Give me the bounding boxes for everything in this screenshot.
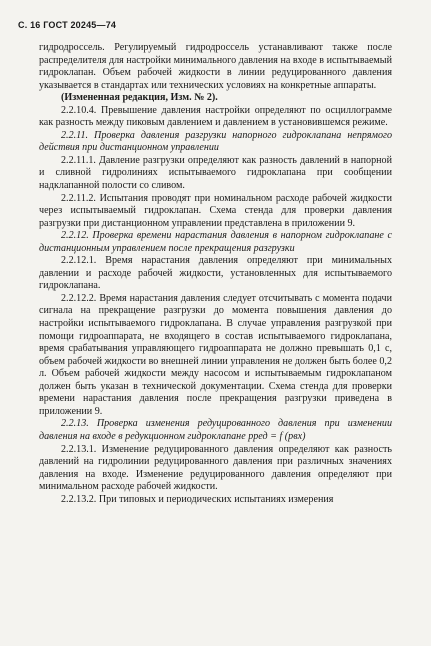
paragraph-1: гидродроссель. Регулируемый гидродроссель устанавливают также после распределителя для настройки минимального давления на входе в испытываемый гидроклапан. Объем рабочей жидкости в линии редуцированного давления указывается в стандартах или технических условиях на конкретные аппараты.	[39, 42, 392, 91]
document-body	[39, 42, 392, 506]
clause-2-2-10-4: 2.2.10.4. Превышение давления настройки определяют по осциллограмме как разность между пиковым давлением и давлением в установившемся режиме.	[39, 104, 392, 129]
clause-2-2-12-1: 2.2.12.1. Время нарастания давления определяют при минимальных давлении и расходе рабочей жидкости, установленных для испытываемого гидроклапана.	[39, 255, 392, 292]
clause-2-2-13-1: 2.2.13.1. Изменение редуцированного давления определяют как разность давлений на гидролинии редуцированного давления при различных значениях давления на входе. Изменение редуцированного давления определяют при минимальном расходе рабочей жидкости.	[39, 443, 392, 493]
clause-2-2-13-heading: 2.2.13. Проверка изменения редуцированного давления при изменении давления на входе в редукционном гидроклапане pред = f (pвх)	[39, 418, 392, 442]
page-header: С. 16 ГОСТ 20245—74	[18, 20, 117, 30]
clause-2-2-11-1: 2.2.11.1. Давление разгрузки определяют как разность давлений в напорной и сливной гидролиниях испытываемого гидроклапана при сообщении надклапанной полости со сливом.	[39, 154, 392, 192]
clause-2-2-11-2: 2.2.11.2. Испытания проводят при номинальном расходе рабочей жидкости через испытываемый гидроклапан. Схема стенда для проверки давления разгрузки при дистанционном управлении представлена в приложении 9.	[39, 192, 392, 229]
clause-2-2-12-heading: 2.2.12. Проверка времени нарастания давления в напорном гидроклапане с дистанционным управлением после прекращения разгрузки	[39, 230, 392, 254]
clause-2-2-13-2: 2.2.13.2. При типовых и периодических испытаниях измерения	[61, 493, 334, 505]
clause-2-2-12-2: 2.2.12.2. Время нарастания давления следует отсчитывать с момента подачи сигнала на прекращение разгрузки до момента повышения давления до настройки испытываемого гидроклапана. В случае управления разгрузкой при помощи гидроаппарата, не входящего в состав испытываемого гидроклапана, время срабатывания управляющего гидроаппарата не должно превышать 0,1 с, объем рабочей жидкости во внешней линии управления не должен быть более 0,2 л. Объем рабочей жидкости между насосом и испытываемым гидроклапаном должен быть указан в технической документации. Схема стенда для проверки времени нарастания давления после прекращения разгрузки приведена в приложении 9.	[39, 292, 392, 417]
amendment-note: (Измененная редакция, Изм. № 2).	[61, 92, 218, 104]
clause-2-2-11-heading: 2.2.11. Проверка давления разгрузки напорного гидроклапана непрямого действия при дистанционном управлении	[39, 129, 392, 154]
